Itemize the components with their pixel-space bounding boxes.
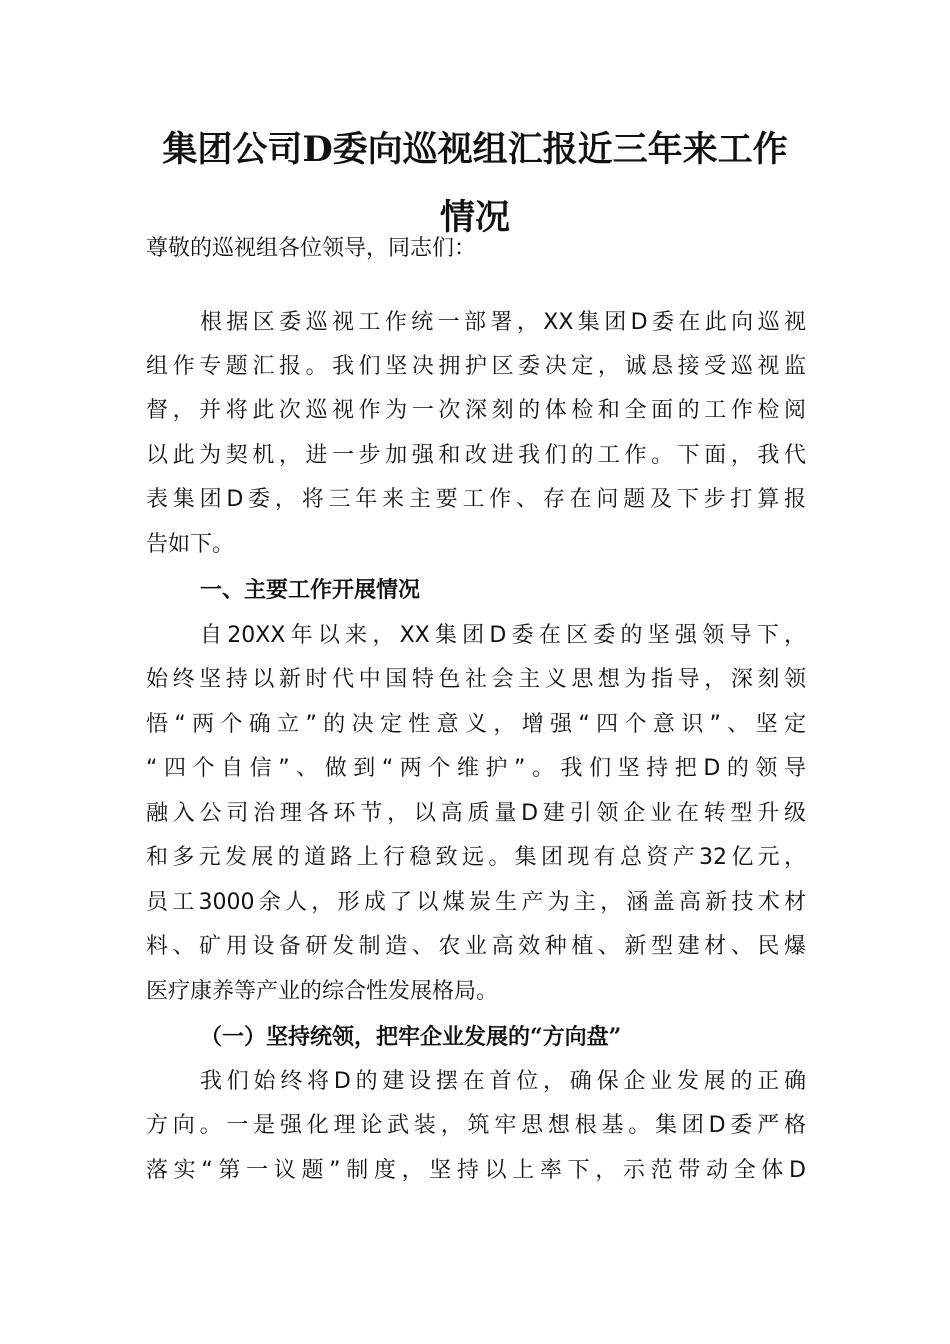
- subsection-paragraph-line: 方向。一是强化理论武装，筑牢思想根基。集团D委严格: [146, 1113, 806, 1138]
- document-title-line-2: 情况: [439, 197, 510, 238]
- section-paragraph-line: 始终坚持以新时代中国特色社会主义思想为指导，深刻领: [146, 667, 806, 692]
- section-paragraph-line: 医疗康养等产业的综合性发展格局。: [146, 979, 499, 1004]
- salutation: 尊敬的巡视组各位领导，同志们：: [146, 236, 477, 261]
- intro-line: 表集团D委，将三年来主要工作、存在问题及下步打算报: [146, 487, 806, 512]
- section-paragraph-line: 悟“两个确立”的决定性意义，增强“四个意识”、坚定: [146, 712, 806, 737]
- section-paragraph-line: “四个自信”、做到“两个维护”。我们坚持把D的领导: [146, 756, 806, 781]
- subsection-paragraph-line: 落实“第一议题”制度，坚持以上率下，示范带动全体D: [146, 1158, 806, 1183]
- intro-line: 督，并将此次巡视作为一次深刻的体检和全面的工作检阅: [146, 398, 806, 423]
- intro-line: 组作专题汇报。我们坚决拥护区委决定，诚恳接受巡视监: [146, 354, 806, 379]
- intro-line: 以此为契机，进一步加强和改进我们的工作。下面，我代: [146, 443, 806, 468]
- subsection-heading: （一）坚持统领，把牢企业发展的“方向盘”: [200, 1024, 622, 1050]
- section-paragraph-line: 自20XX年以来，XX集团D委在区委的坚强领导下，: [200, 623, 806, 648]
- section-paragraph-line: 和多元发展的道路上行稳致远。集团现有总资产32亿元，: [146, 845, 806, 870]
- section-heading: 一、主要工作开展情况: [200, 578, 421, 603]
- subsection-paragraph-line: 我们始终将D的建设摆在首位，确保企业发展的正确: [200, 1069, 806, 1094]
- intro-line: 根据区委巡视工作统一部署，XX集团D委在此向巡视: [200, 310, 806, 335]
- document-title-line-1: 集团公司D委向巡视组汇报近三年来工作: [162, 129, 788, 170]
- section-paragraph-line: 员工3000余人，形成了以煤炭生产为主，涵盖高新技术材: [146, 890, 806, 915]
- section-paragraph-line: 融入公司治理各环节，以高质量D建引领企业在转型升级: [146, 801, 806, 826]
- section-paragraph-line: 料、矿用设备研发制造、农业高效种植、新型建材、民爆: [146, 934, 806, 959]
- intro-line: 告如下。: [146, 532, 235, 557]
